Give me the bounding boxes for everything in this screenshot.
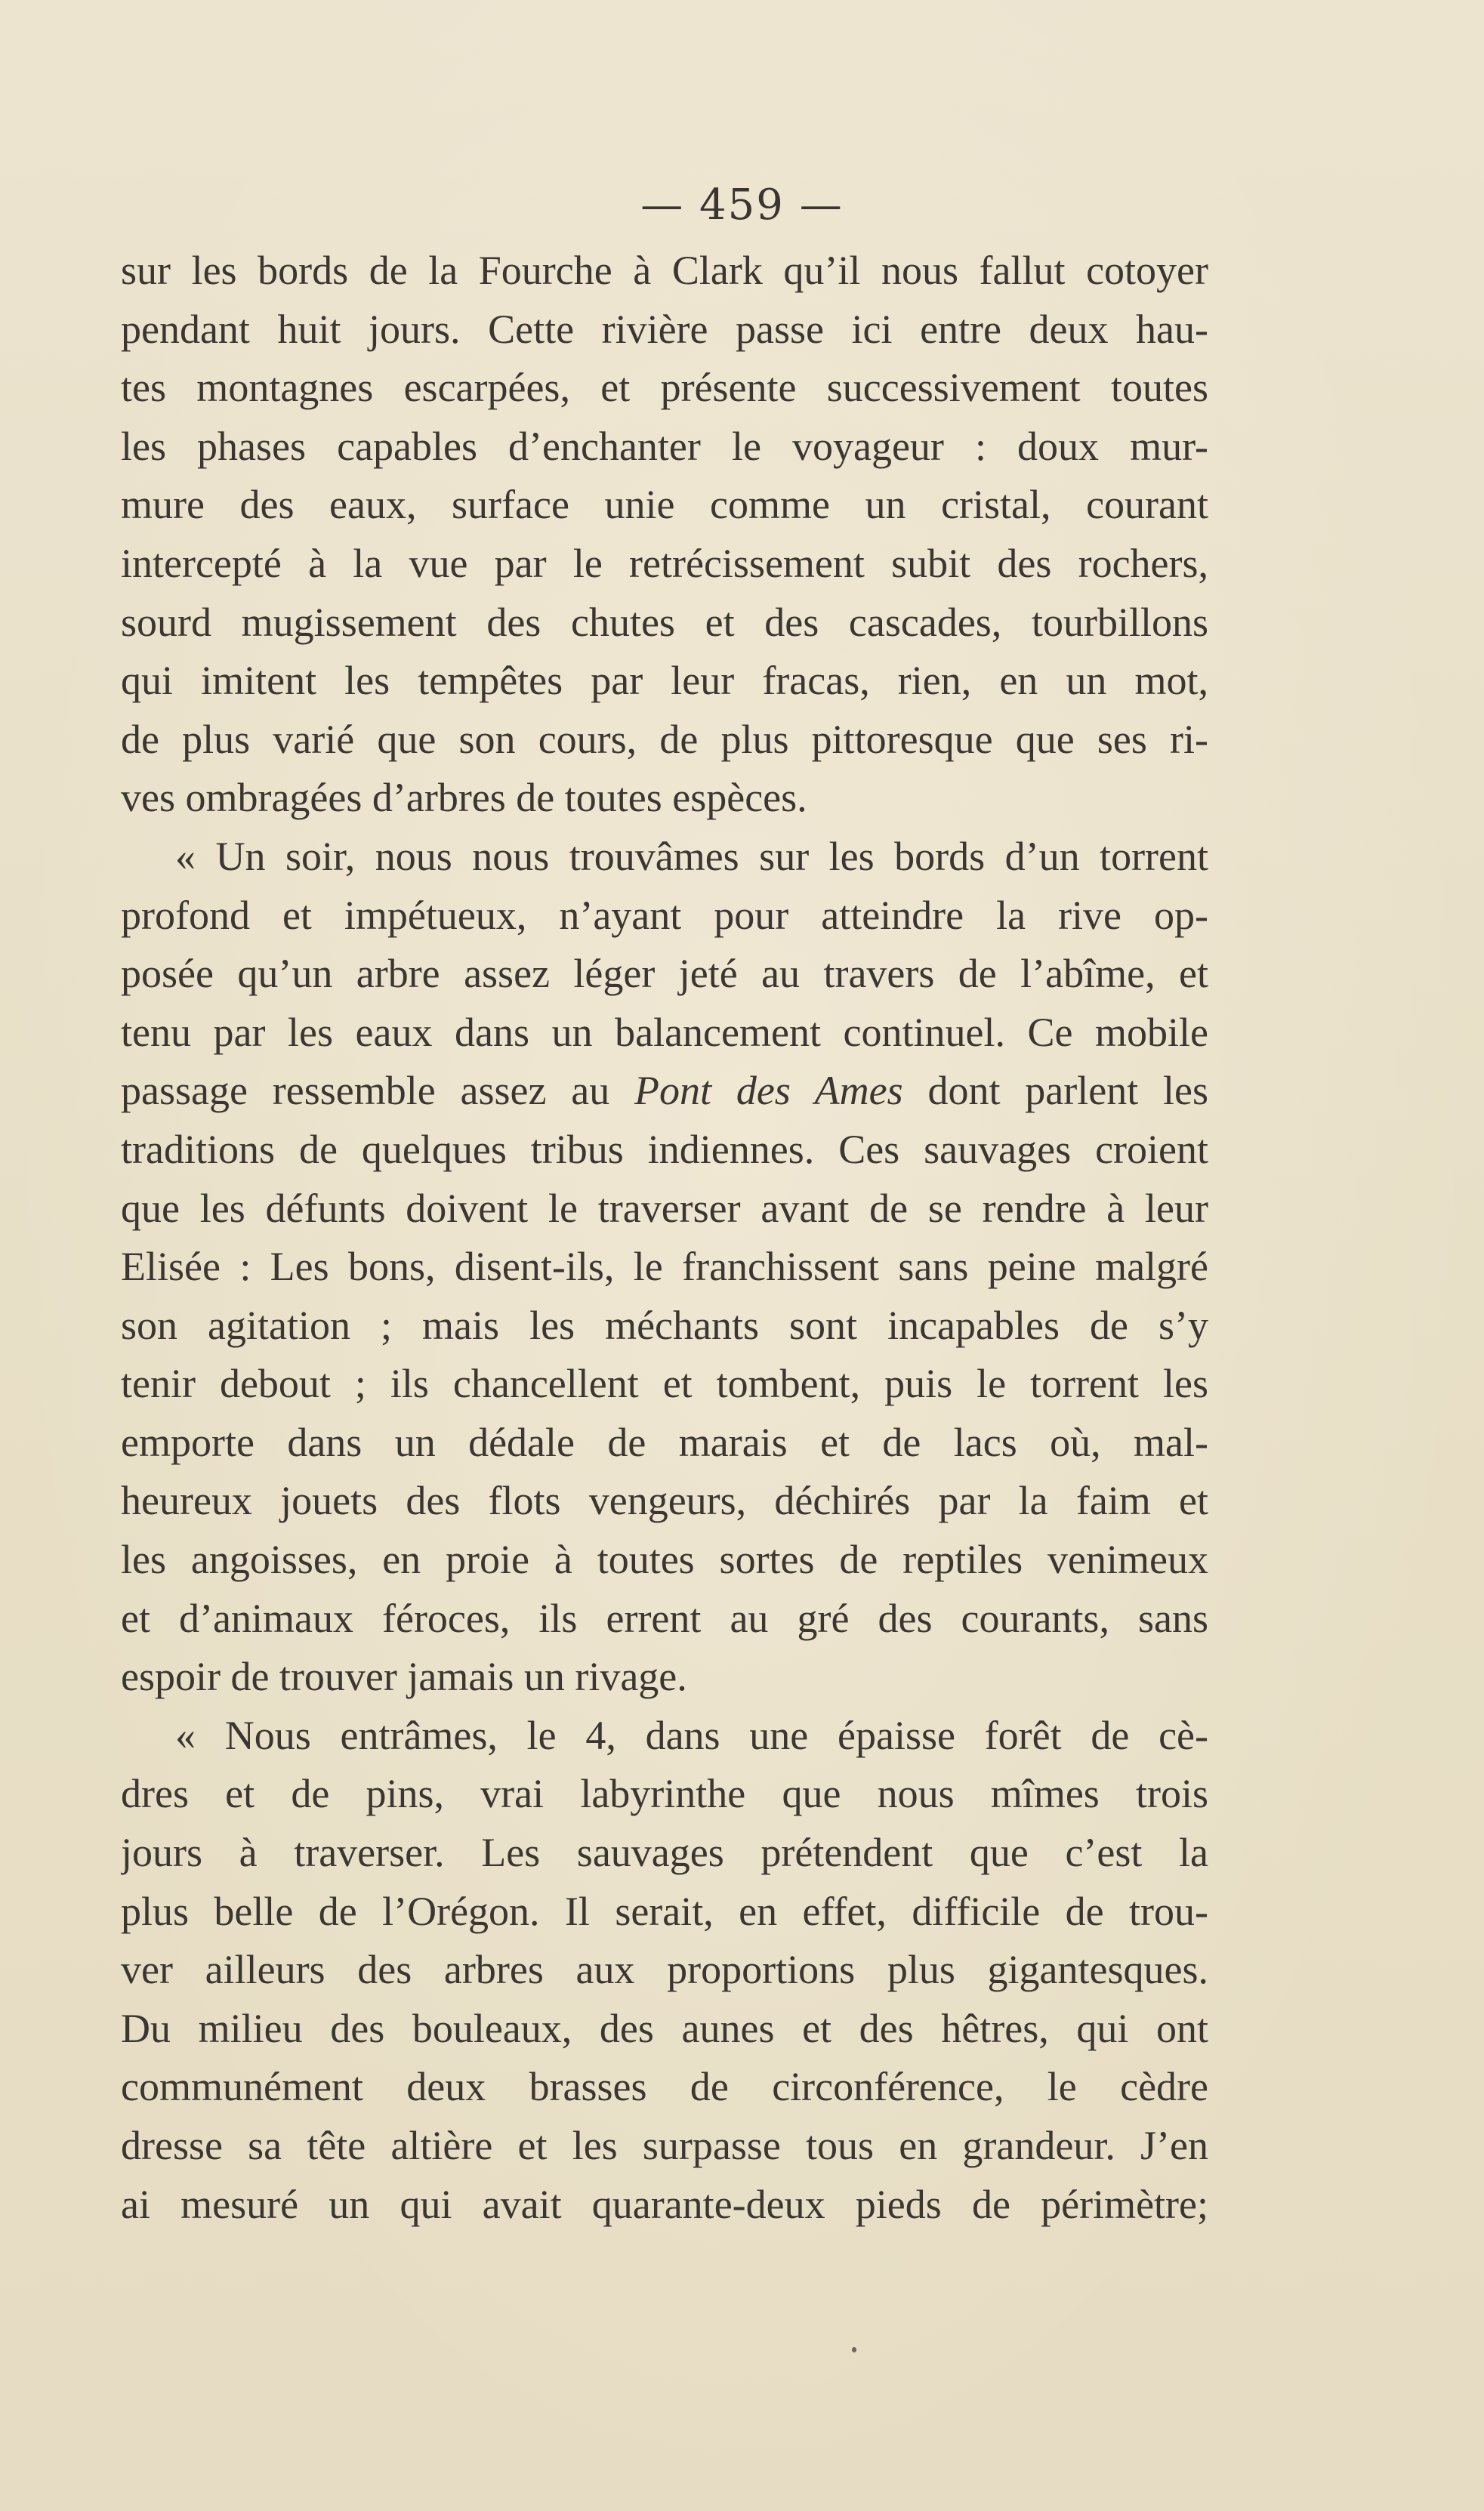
text-line: ai mesuré un qui avait quarante-deux pieds de périmètre; (121, 2181, 1208, 2227)
text-line: pendant huit jours. Cette rivière passe ici entre deux hau- (121, 306, 1208, 352)
text-line: « Nous entrâmes, le 4, dans une épaisse forêt de cè- (175, 1712, 1208, 1758)
text-line: « Un soir, nous nous trouvâmes sur les bords d’un torrent (175, 833, 1208, 879)
text-line: les phases capables d’enchanter le voyageur : doux mur- (121, 423, 1208, 469)
italic-title: Pont des Ames (634, 1068, 903, 1114)
text-line: tenu par les eaux dans un balancement continuel. Ce mobile (121, 1009, 1208, 1055)
text-line: son agitation ; mais les méchants sont incapables de s’y (121, 1302, 1208, 1348)
text-line: espoir de trouver jamais un rivage. (121, 1654, 687, 1700)
text-segment: passage ressemble assez au (121, 1068, 610, 1114)
text-line: dres et de pins, vrai labyrinthe que nous mîmes trois (121, 1771, 1208, 1817)
text-line: les angoisses, en proie à toutes sortes de reptiles venimeux (121, 1537, 1208, 1583)
text-line: Elisée : Les bons, disent-ils, le franchissent sans peine malgré (121, 1244, 1208, 1290)
text-line: qui imitent les tempêtes par leur fracas, rien, en un mot, (121, 658, 1208, 704)
page-number: — 459 — (640, 180, 844, 230)
text-line-with-italic (121, 1062, 1208, 1121)
text-line: ves ombragées d’arbres de toutes espèces. (121, 775, 807, 821)
text-line: et d’animaux féroces, ils errent au gré des courants, sans (121, 1595, 1208, 1641)
text-line: plus belle de l’Orégon. Il serait, en effet, difficile de trou- (121, 1888, 1208, 1934)
text-line: communément deux brasses de circonférence, le cèdre (121, 2064, 1208, 2110)
text-line: emporte dans un dédale de marais et de lacs où, mal- (121, 1419, 1208, 1465)
text-line: profond et impétueux, n’ayant pour atteindre la rive op- (121, 892, 1208, 938)
text-line: de plus varié que son cours, de plus pittoresque que ses ri- (121, 716, 1208, 762)
text-line: heureux jouets des flots vengeurs, déchirés par la faim et (121, 1478, 1208, 1524)
text-line: tenir debout ; ils chancellent et tombent, puis le torrent les (121, 1361, 1208, 1407)
text-line: posée qu’un arbre assez léger jeté au travers de l’abîme, et (121, 951, 1208, 997)
text-line: sourd mugissement des chutes et des cascades, tourbillons (121, 599, 1208, 645)
text-line: ver ailleurs des arbres aux proportions plus gigantesques. (121, 1947, 1208, 1993)
text-line: jours à traverser. Les sauvages prétendent que c’est la (121, 1830, 1208, 1876)
text-line: traditions de quelques tribus indiennes. Ces sauvages croient (121, 1126, 1208, 1172)
text-segment: dont parlent les (927, 1068, 1208, 1114)
body-text (121, 242, 1208, 2234)
text-line: que les défunts doivent le traverser avant de se rendre à leur (121, 1185, 1208, 1231)
text-line: Du milieu des bouleaux, des aunes et des hêtres, qui ont (121, 2005, 1208, 2051)
text-line: dresse sa tête altière et les surpasse tous en grandeur. J’en (121, 2123, 1208, 2168)
text-line: intercepté à la vue par le retrécissement subit des rochers, (121, 540, 1208, 586)
text-line: tes montagnes escarpées, et présente successivement toutes (121, 365, 1208, 411)
text-line: mure des eaux, surface unie comme un cristal, courant (121, 482, 1208, 528)
ink-speck (852, 2347, 856, 2352)
text-line: sur les bords de la Fourche à Clark qu’il nous fallut cotoyer (121, 248, 1208, 293)
